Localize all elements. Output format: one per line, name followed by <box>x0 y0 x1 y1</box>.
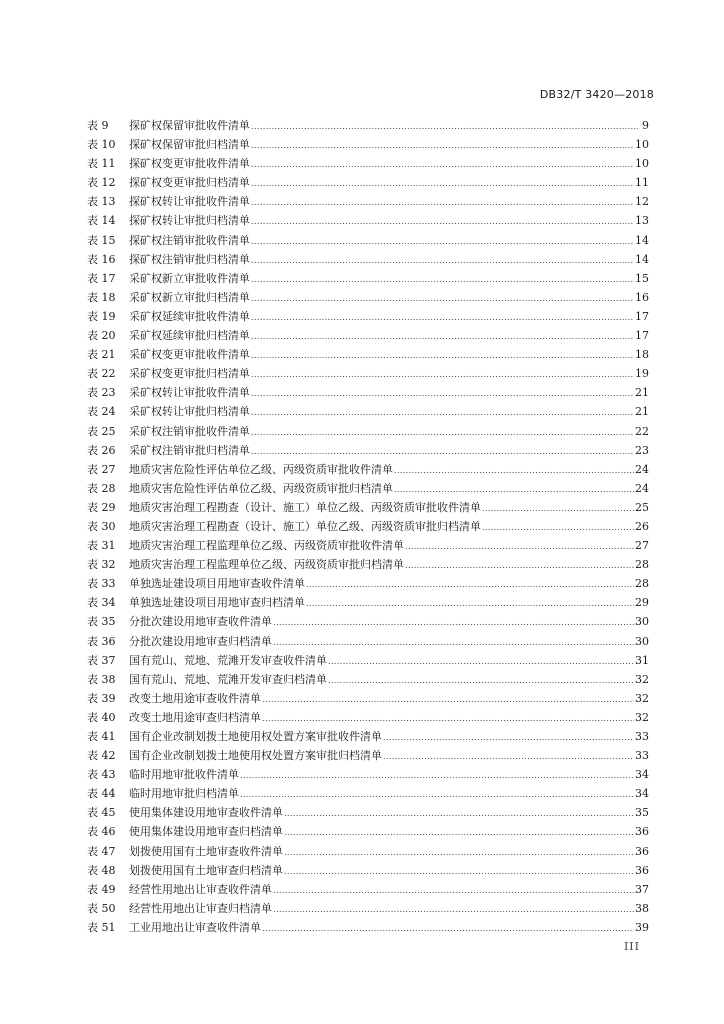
toc-entry-leader <box>251 176 634 189</box>
toc-entry[interactable] <box>87 728 649 747</box>
toc-entry-label: 表 48 <box>87 863 116 877</box>
toc-entry-page: 17 <box>635 309 649 323</box>
toc-entry-leader <box>251 291 634 304</box>
toc-entry-page: 10 <box>635 138 649 152</box>
toc-entry-title: 使用集体建设用地审查收件清单 <box>129 806 283 820</box>
toc-entry-leader <box>405 539 634 552</box>
toc-entry-label: 表 26 <box>87 443 116 457</box>
toc-entry-leader <box>273 615 634 628</box>
toc-entry-page: 30 <box>635 615 649 629</box>
toc-entry-title: 探矿权变更审批收件清单 <box>129 157 250 171</box>
toc-entry[interactable] <box>87 384 649 403</box>
toc-entry-title: 探矿权保留审批归档清单 <box>129 138 250 152</box>
toc-entry-title: 探矿权保留审批收件清单 <box>129 119 250 132</box>
toc-entry[interactable] <box>87 843 649 862</box>
toc-entry-title: 地质灾害治理工程监理单位乙级、丙级资质审批归档清单 <box>129 558 404 572</box>
toc-entry-page: 32 <box>635 710 649 724</box>
toc-entry-label: 表 24 <box>87 405 116 419</box>
toc-entry-label: 表 19 <box>87 309 116 323</box>
toc-entry-title: 划拨使用国有土地审查收件清单 <box>129 844 283 858</box>
toc-entry[interactable] <box>87 613 649 632</box>
toc-entry[interactable] <box>87 671 649 690</box>
toc-entry-label: 表 12 <box>87 176 116 190</box>
toc-entry-leader <box>482 501 634 514</box>
table-of-contents <box>87 117 649 938</box>
toc-entry[interactable] <box>87 537 649 556</box>
toc-entry-leader <box>405 558 634 571</box>
toc-entry[interactable] <box>87 804 649 823</box>
toc-entry[interactable] <box>87 690 649 709</box>
toc-entry-title: 采矿权转让审批归档清单 <box>129 405 250 419</box>
toc-entry-label: 表 47 <box>87 844 116 858</box>
toc-entry-page: 23 <box>635 443 649 457</box>
toc-entry-leader <box>284 825 634 838</box>
toc-entry-label: 表 25 <box>87 424 116 438</box>
toc-entry[interactable] <box>87 556 649 575</box>
toc-entry-title: 经营性用地出让审查收件清单 <box>129 882 272 896</box>
toc-entry-page: 14 <box>635 252 649 266</box>
toc-entry-page: 24 <box>635 481 649 495</box>
toc-entry[interactable] <box>87 270 649 289</box>
toc-entry[interactable] <box>87 480 649 499</box>
toc-entry-page: 9 <box>642 119 649 132</box>
toc-entry-leader <box>273 883 634 896</box>
toc-entry-title: 临时用地审批归档清单 <box>129 787 239 801</box>
toc-entry-page: 26 <box>635 519 649 533</box>
toc-entry[interactable] <box>87 823 649 842</box>
toc-entry-page: 33 <box>635 730 649 743</box>
toc-entry-leader <box>251 348 634 361</box>
toc-entry-leader <box>251 138 634 151</box>
toc-entry-leader <box>251 386 634 399</box>
toc-entry-page: 19 <box>635 367 649 381</box>
toc-entry[interactable] <box>87 461 649 480</box>
toc-entry-leader <box>251 329 634 342</box>
toc-entry-label: 表 30 <box>87 519 116 533</box>
toc-entry-page: 28 <box>635 577 649 591</box>
toc-entry-title: 采矿权延续审批归档清单 <box>129 329 250 343</box>
toc-entry-label: 表 15 <box>87 233 116 247</box>
toc-entry[interactable] <box>87 232 649 251</box>
toc-entry-title: 使用集体建设用地审查归档清单 <box>129 825 283 839</box>
toc-entry[interactable] <box>87 117 649 136</box>
toc-entry-title: 经营性用地出让审查归档清单 <box>129 901 272 915</box>
toc-entry-leader <box>251 253 634 266</box>
toc-entry-leader <box>273 635 634 648</box>
toc-entry[interactable] <box>87 766 649 785</box>
toc-entry-leader <box>251 367 634 380</box>
toc-entry-title: 探矿权转让审批收件清单 <box>129 195 250 209</box>
toc-entry-label: 表 29 <box>87 500 116 514</box>
toc-entry[interactable] <box>87 251 649 270</box>
toc-entry-title: 改变土地用途审查归档清单 <box>129 710 261 724</box>
toc-entry-title: 采矿权注销审批归档清单 <box>129 443 250 457</box>
toc-entry-page: 36 <box>635 844 649 858</box>
toc-entry-leader <box>251 234 634 247</box>
toc-entry-label: 表 51 <box>87 920 116 934</box>
toc-entry-title: 国有荒山、荒地、荒滩开发审查归档清单 <box>129 672 327 686</box>
toc-entry-leader <box>328 654 634 667</box>
toc-entry-leader <box>284 806 634 819</box>
toc-entry-page: 38 <box>635 901 649 915</box>
toc-entry-leader <box>394 463 634 476</box>
toc-entry-title: 单独选址建设项目用地审查收件清单 <box>129 577 305 591</box>
toc-entry[interactable] <box>87 633 649 652</box>
toc-entry-label: 表 41 <box>87 730 116 743</box>
toc-entry-title: 地质灾害危险性评估单位乙级、丙级资质审批收件清单 <box>129 462 393 476</box>
toc-entry-leader <box>306 577 634 590</box>
toc-entry-leader <box>383 749 634 762</box>
toc-entry-label: 表 31 <box>87 539 116 553</box>
toc-entry-page: 34 <box>635 787 649 801</box>
toc-entry-label: 表 43 <box>87 768 116 782</box>
toc-entry-label: 表 14 <box>87 214 116 228</box>
toc-entry-leader <box>251 195 634 208</box>
toc-entry-page: 37 <box>635 882 649 896</box>
toc-entry-title: 探矿权转让审批归档清单 <box>129 214 250 228</box>
toc-entry[interactable] <box>87 289 649 308</box>
toc-entry-label: 表 18 <box>87 290 116 304</box>
toc-entry-label: 表 39 <box>87 691 116 705</box>
toc-entry[interactable] <box>87 346 649 365</box>
toc-entry-label: 表 34 <box>87 596 116 610</box>
toc-entry-title: 国有企业改制划拨土地使用权处置方案审批归档清单 <box>129 749 382 763</box>
toc-entry-page: 33 <box>635 749 649 763</box>
toc-entry-page: 24 <box>635 462 649 476</box>
page-number: III <box>623 940 640 953</box>
toc-entry-label: 表 46 <box>87 825 116 839</box>
toc-entry-leader <box>262 711 634 724</box>
document-code: DB32/T 3420—2018 <box>539 88 654 101</box>
toc-entry-page: 31 <box>635 653 649 667</box>
toc-entry[interactable] <box>87 881 649 900</box>
toc-entry[interactable] <box>87 155 649 174</box>
toc-entry-page: 30 <box>635 634 649 648</box>
toc-entry[interactable] <box>87 136 649 155</box>
toc-entry-title: 分批次建设用地审查收件清单 <box>129 615 272 629</box>
toc-entry-leader <box>251 157 634 170</box>
toc-entry-leader <box>251 425 634 438</box>
toc-entry-label: 表 23 <box>87 386 116 400</box>
toc-entry-leader <box>251 310 634 323</box>
toc-entry-leader <box>251 272 634 285</box>
toc-entry-label: 表 11 <box>87 157 116 171</box>
toc-entry[interactable] <box>87 862 649 881</box>
toc-entry-label: 表 17 <box>87 271 116 285</box>
toc-entry-title: 工业用地出让审查收件清单 <box>129 920 261 934</box>
toc-entry-title: 地质灾害治理工程监理单位乙级、丙级资质审批收件清单 <box>129 539 404 553</box>
toc-entry-page: 16 <box>635 290 649 304</box>
toc-entry-leader <box>482 520 634 533</box>
toc-entry-label: 表 22 <box>87 367 116 381</box>
toc-entry-label: 表 9 <box>87 119 109 132</box>
toc-entry-page: 11 <box>635 176 649 190</box>
toc-entry-title: 地质灾害危险性评估单位乙级、丙级资质审批归档清单 <box>129 481 393 495</box>
toc-entry-leader <box>251 119 638 132</box>
toc-entry-title: 采矿权延续审批收件清单 <box>129 309 250 323</box>
toc-entry[interactable] <box>87 652 649 671</box>
toc-entry-leader <box>251 444 634 457</box>
toc-entry-label: 表 36 <box>87 634 116 648</box>
toc-entry-leader <box>284 845 634 858</box>
toc-entry-page: 36 <box>635 825 649 839</box>
toc-entry-title: 改变土地用途审查收件清单 <box>129 691 261 705</box>
toc-entry-title: 地质灾害治理工程勘查（设计、施工）单位乙级、丙级资质审批归档清单 <box>129 519 481 533</box>
toc-entry-leader <box>240 787 634 800</box>
toc-entry-page: 21 <box>635 386 649 400</box>
toc-entry-page: 32 <box>635 672 649 686</box>
toc-entry[interactable] <box>87 499 649 518</box>
toc-entry-leader <box>240 768 634 781</box>
toc-entry-page: 18 <box>635 348 649 362</box>
toc-entry-label: 表 37 <box>87 653 116 667</box>
toc-entry-title: 采矿权转让审批收件清单 <box>129 386 250 400</box>
toc-entry-page: 25 <box>635 500 649 514</box>
toc-entry-leader <box>383 730 634 743</box>
toc-entry[interactable] <box>87 919 649 938</box>
toc-entry-label: 表 21 <box>87 348 116 362</box>
toc-entry-leader <box>262 692 634 705</box>
toc-entry-leader <box>251 214 634 227</box>
toc-entry-leader <box>262 921 634 934</box>
toc-entry-label: 表 33 <box>87 577 116 591</box>
toc-entry-label: 表 10 <box>87 138 116 152</box>
toc-entry-label: 表 44 <box>87 787 116 801</box>
toc-entry-title: 国有荒山、荒地、荒滩开发审查收件清单 <box>129 653 327 667</box>
toc-entry-label: 表 35 <box>87 615 116 629</box>
toc-entry-title: 国有企业改制划拨土地使用权处置方案审批收件清单 <box>129 730 382 743</box>
toc-entry-page: 10 <box>635 157 649 171</box>
toc-entry-label: 表 32 <box>87 558 116 572</box>
toc-entry-page: 22 <box>635 424 649 438</box>
toc-entry-title: 采矿权变更审批收件清单 <box>129 348 250 362</box>
toc-entry[interactable] <box>87 785 649 804</box>
toc-entry-title: 探矿权注销审批收件清单 <box>129 233 250 247</box>
toc-entry-page: 14 <box>635 233 649 247</box>
toc-entry-label: 表 13 <box>87 195 116 209</box>
toc-entry-label: 表 50 <box>87 901 116 915</box>
toc-entry[interactable] <box>87 193 649 212</box>
toc-entry[interactable] <box>87 575 649 594</box>
toc-entry-label: 表 45 <box>87 806 116 820</box>
toc-entry-title: 采矿权变更审批归档清单 <box>129 367 250 381</box>
toc-entry-page: 13 <box>635 214 649 228</box>
toc-entry-leader <box>306 596 634 609</box>
toc-entry[interactable] <box>87 308 649 327</box>
toc-entry[interactable] <box>87 327 649 346</box>
toc-entry-title: 分批次建设用地审查归档清单 <box>129 634 272 648</box>
toc-entry-page: 39 <box>635 920 649 934</box>
toc-entry-label: 表 38 <box>87 672 116 686</box>
toc-entry-page: 36 <box>635 863 649 877</box>
toc-entry[interactable] <box>87 403 649 422</box>
toc-entry-leader <box>328 673 634 686</box>
toc-entry[interactable] <box>87 423 649 442</box>
toc-entry[interactable] <box>87 212 649 231</box>
toc-entry-page: 34 <box>635 768 649 782</box>
toc-entry-title: 地质灾害治理工程勘查（设计、施工）单位乙级、丙级资质审批收件清单 <box>129 500 481 514</box>
toc-entry-leader <box>273 902 634 915</box>
toc-entry[interactable] <box>87 518 649 537</box>
toc-entry-title: 探矿权注销审批归档清单 <box>129 252 250 266</box>
toc-entry-label: 表 27 <box>87 462 116 476</box>
toc-entry-title: 探矿权变更审批归档清单 <box>129 176 250 190</box>
toc-entry-page: 12 <box>635 195 649 209</box>
toc-entry-label: 表 49 <box>87 882 116 896</box>
toc-entry-label: 表 28 <box>87 481 116 495</box>
toc-entry-title: 采矿权新立审批归档清单 <box>129 290 250 304</box>
toc-entry-title: 划拨使用国有土地审查归档清单 <box>129 863 283 877</box>
toc-entry-title: 采矿权注销审批收件清单 <box>129 424 250 438</box>
toc-entry-leader <box>394 482 634 495</box>
toc-entry[interactable] <box>87 900 649 919</box>
toc-entry[interactable] <box>87 365 649 384</box>
toc-entry-page: 17 <box>635 329 649 343</box>
toc-entry-label: 表 42 <box>87 749 116 763</box>
toc-entry-page: 15 <box>635 271 649 285</box>
toc-entry-page: 27 <box>635 539 649 553</box>
toc-entry-page: 35 <box>635 806 649 820</box>
toc-entry-page: 29 <box>635 596 649 610</box>
toc-entry-page: 28 <box>635 558 649 572</box>
toc-entry[interactable] <box>87 442 649 461</box>
toc-entry-page: 21 <box>635 405 649 419</box>
toc-entry[interactable] <box>87 174 649 193</box>
toc-entry-title: 单独选址建设项目用地审查归档清单 <box>129 596 305 610</box>
toc-entry[interactable] <box>87 594 649 613</box>
toc-entry[interactable] <box>87 747 649 766</box>
toc-entry-leader <box>251 405 634 418</box>
toc-entry-leader <box>284 864 634 877</box>
toc-entry-label: 表 16 <box>87 252 116 266</box>
toc-entry-title: 临时用地审批收件清单 <box>129 768 239 782</box>
toc-entry-label: 表 20 <box>87 329 116 343</box>
toc-entry-page: 32 <box>635 691 649 705</box>
toc-entry[interactable] <box>87 709 649 728</box>
toc-entry-title: 采矿权新立审批收件清单 <box>129 271 250 285</box>
toc-entry-label: 表 40 <box>87 710 116 724</box>
